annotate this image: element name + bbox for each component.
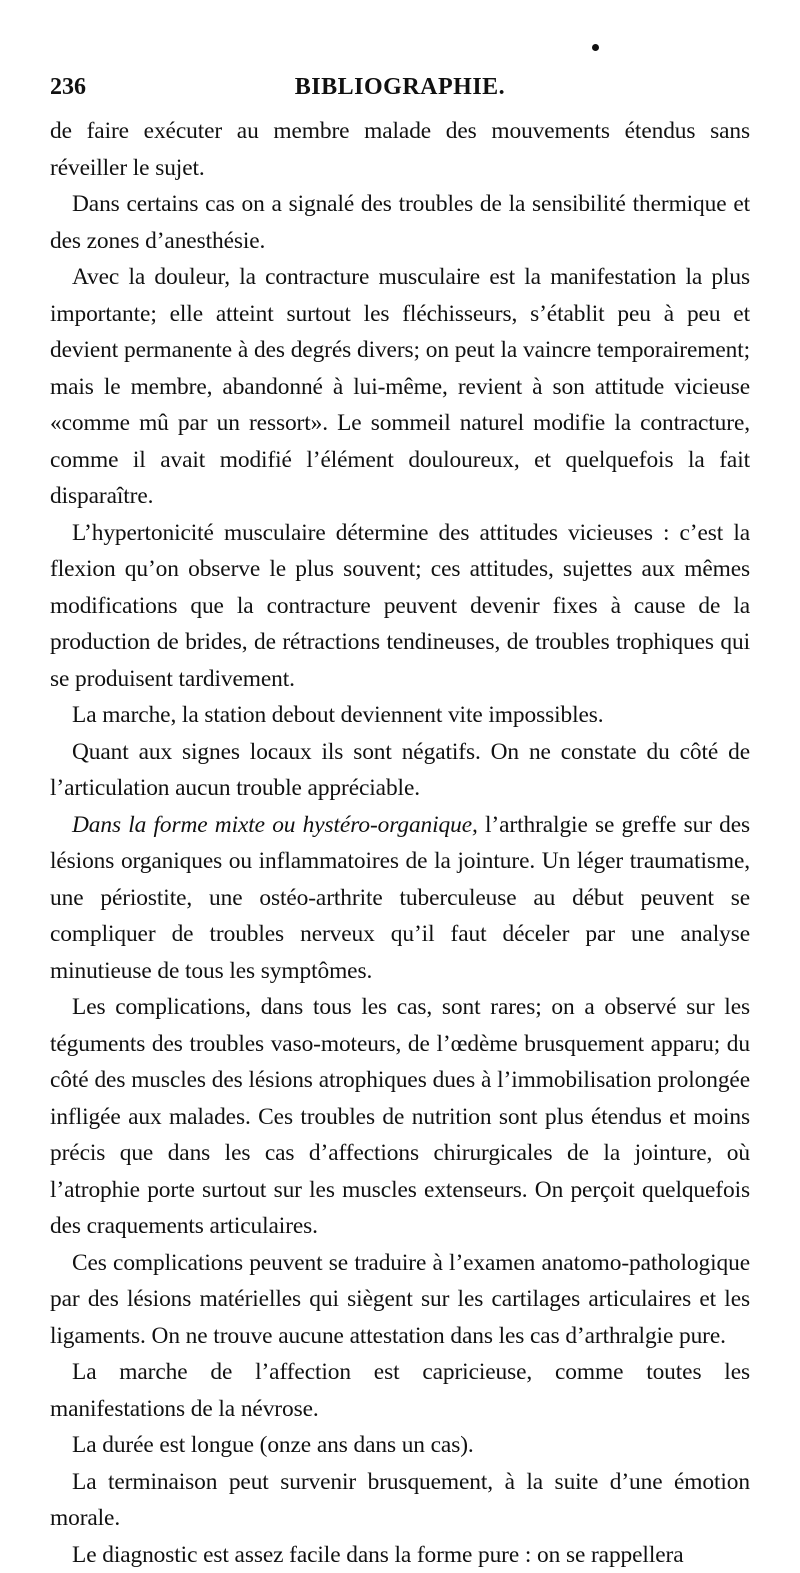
paragraph-7: Dans la forme mixte ou hystéro-organique, l’arthralgie se greffe sur des lésions organiques ou inflammatoires de la jointure. Un léger traumatisme, une périostite, une ostéo-arthrite tuberculeuse au début peuvent se compliquer de troubles nerveux qu’il faut déceler par une analyse minutieuse de tous les symptômes. xyxy=(50,807,750,990)
page-number: 236 xyxy=(50,74,86,101)
paragraph-9: Ces complications peuvent se traduire à l’examen anatomo-pathologique par des lésions matérielles qui siègent sur les cartilages articulaires et les ligaments. On ne trouve aucune attestation dans les cas d’arthralgie pure. xyxy=(50,1245,750,1355)
paragraph-2: Dans certains cas on a signalé des troubles de la sensibilité thermique et des zones d’anesthésie. xyxy=(50,186,750,259)
ink-dot xyxy=(592,44,599,51)
running-title: BIBLIOGRAPHIE. xyxy=(50,74,750,101)
paragraph-3: Avec la douleur, la contracture musculaire est la manifestation la plus importante; elle atteint surtout les fléchisseurs, s’établit peu à peu et devient permanente à des degrés divers; on peut la vaincre temporairement; mais le membre, abandonné à lui-même, revient à son attitude vicieuse «comme mû par un ressort». Le sommeil naturel modifie la contracture, comme il avait modifié l’élément douloureux, et quelquefois la fait disparaître. xyxy=(50,259,750,515)
paragraph-5: La marche, la station debout deviennent vite impossibles. xyxy=(50,697,750,734)
page-header xyxy=(50,74,750,101)
italic-lead: Dans la forme mixte ou hystéro-organique, xyxy=(72,812,478,838)
paragraph-8: Les complications, dans tous les cas, sont rares; on a observé sur les téguments des troubles vaso-moteurs, de l’œdème brusquement apparu; du côté des muscles des lésions atrophiques dues à l’immobilisation prolongée infligée aux malades. Ces troubles de nutrition sont plus étendus et moins précis que dans les cas d’affections chirurgicales de la jointure, où l’atrophie porte surtout sur les muscles extenseurs. On perçoit quelquefois des craquements articulaires. xyxy=(50,989,750,1245)
paragraph-13: Le diagnostic est assez facile dans la forme pure : on se rappellera xyxy=(50,1537,750,1573)
paragraph-4: L’hypertonicité musculaire détermine des attitudes vicieuses : c’est la flexion qu’on observe le plus souvent; ces attitudes, sujettes aux mêmes modifications que la contracture peuvent devenir fixes à cause de la production de brides, de rétractions tendineuses, de troubles trophiques qui se produisent tardivement. xyxy=(50,515,750,698)
paragraph-11: La durée est longue (onze ans dans un cas). xyxy=(50,1427,750,1464)
paragraph-6: Quant aux signes locaux ils sont négatifs. On ne constate du côté de l’articulation aucun trouble appréciable. xyxy=(50,734,750,807)
paragraph-1: de faire exécuter au membre malade des mouvements étendus sans réveiller le sujet. xyxy=(50,113,750,186)
paragraph-10: La marche de l’affection est capricieuse, comme toutes les manifestations de la névrose. xyxy=(50,1354,750,1427)
body-text xyxy=(50,113,750,1573)
paragraph-12: La terminaison peut survenir brusquement, à la suite d’une émotion morale. xyxy=(50,1464,750,1537)
